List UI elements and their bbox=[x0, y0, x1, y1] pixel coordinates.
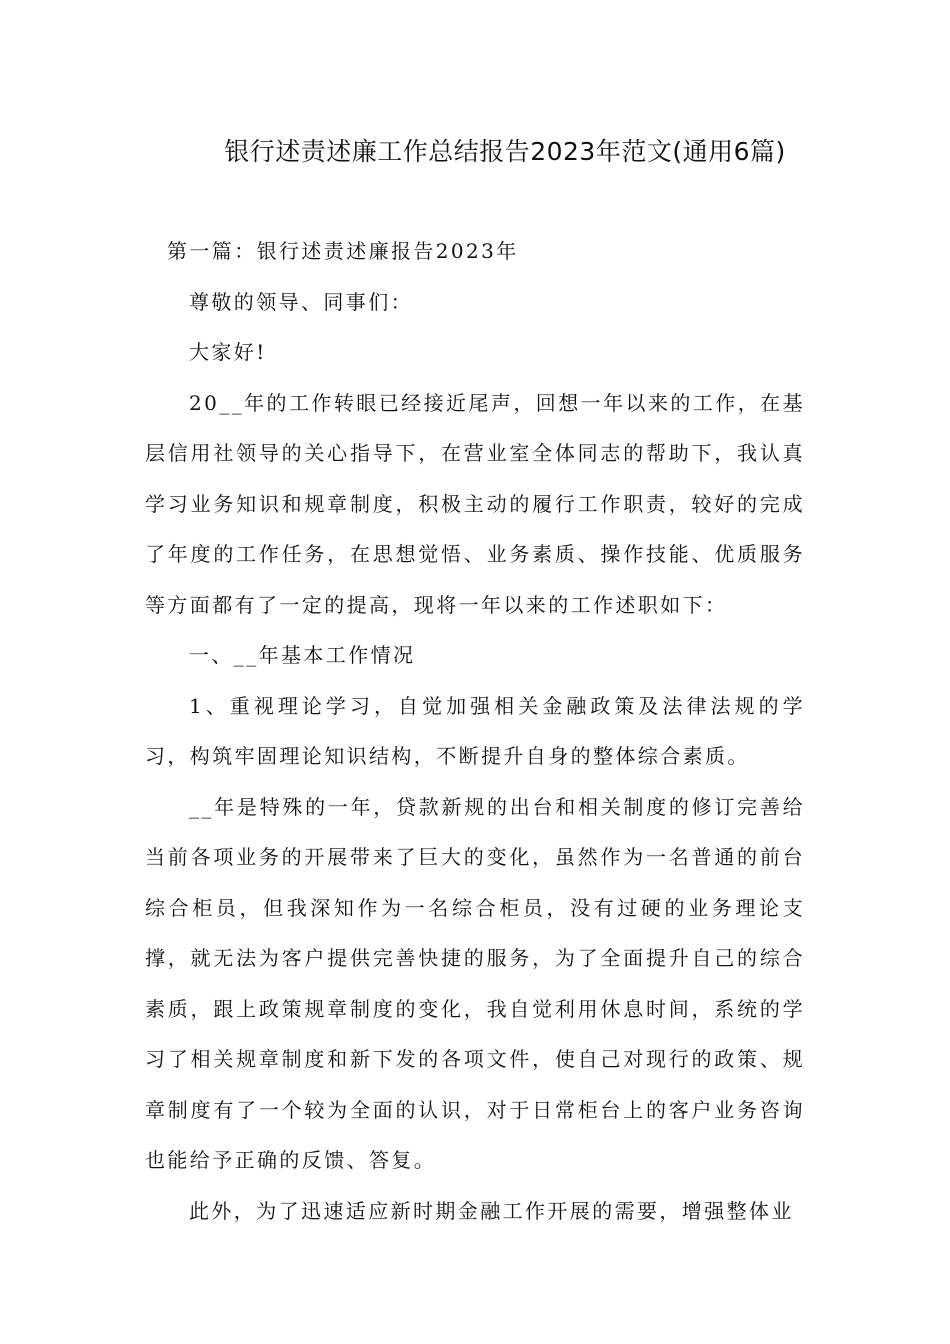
section-heading: 第一篇：银行述责述廉报告2023年 bbox=[167, 239, 519, 263]
salutation: 尊敬的领导、同事们： bbox=[189, 289, 413, 314]
body-paragraph: __年是特殊的一年，贷款新规的出台和相关制度的修订完善给当前各项业务的开展带来了巨大的变化，虽然作为一名普通的前台综合柜员，但我深知作为一名综合柜员，没有过硬的业务理论支撑，就无法为客户提供完善快捷的服务，为了全面提升自己的综合素质，跟上政策规章制度的变化，我自觉利用休息时间，系统的学习了相关规章制度和新下发的各项文件，使自己对现行的政策、规章制度有了一个较为全面的认识，对于日常柜台上的客户业务咨询也能给予正确的反馈、答复。 bbox=[145, 794, 805, 1172]
greeting: 大家好! bbox=[189, 340, 267, 364]
body-paragraph: 此外，为了迅速适应新时期金融工作开展的需要，增强整体业 bbox=[189, 1198, 794, 1223]
subsection-heading: 一、__年基本工作情况 bbox=[189, 643, 416, 667]
body-paragraph: 20__年的工作转眼已经接近尾声，回想一年以来的工作，在基层信用社领导的关心指导下，在营业室全体同志的帮助下，我认真学习业务知识和规章制度，积极主动的履行工作职责，较好的完成了年度的工作任务，在思想觉悟、业务素质、操作技能、优质服务等方面都有了一定的提高，现将一年以来的工作述职如下： bbox=[145, 390, 805, 617]
document-body bbox=[145, 226, 805, 1236]
body-paragraph: 1、重视理论学习，自觉加强相关金融政策及法律法规的学习，构筑牢固理论知识结构，不断提升自身的整体综合素质。 bbox=[145, 693, 805, 768]
document-title: 银行述责述廉工作总结报告2023年范文(通用6篇) bbox=[224, 137, 786, 166]
